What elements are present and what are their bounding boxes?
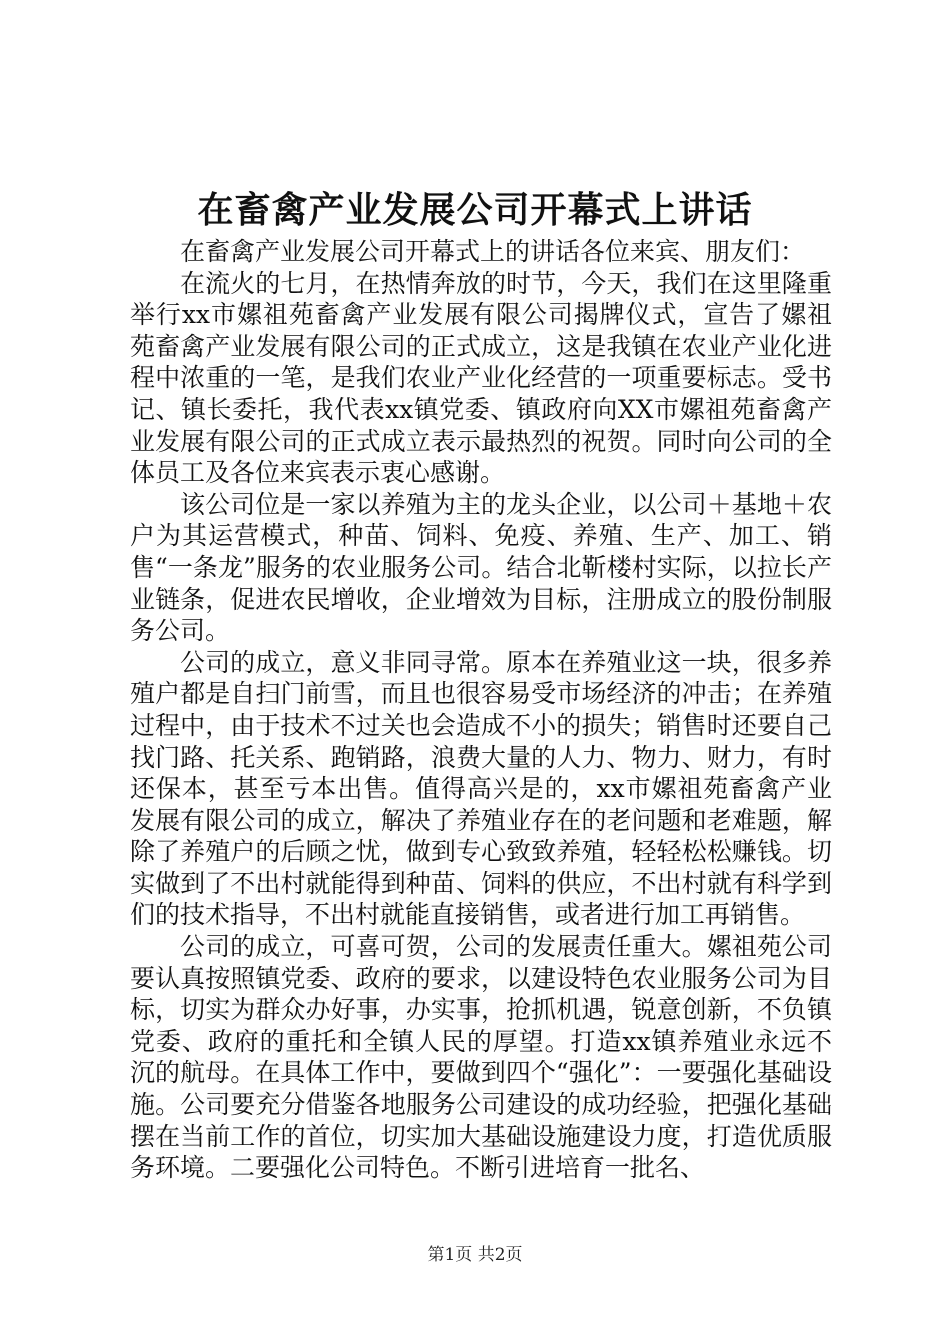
paragraph-opening: 在流火的七月，在热情奔放的时节，今天，我们在这里隆重举行xx市嫘祖苑畜禽产业发展有限公司揭牌仪式，宣告了嫘祖苑畜禽产业发展有限公司的正式成立，这是我镇在农业产业化进程中浓重的一笔，是我们农业产业化经营的一项重要标志。受书记、镇长委托，我代表xx镇党委、镇政府向XX市嫘祖苑畜禽产业发展有限公司的正式成立表示最热烈的祝贺。同时向公司的全体员工及各位来宾表示衷心感谢。 (130, 268, 832, 488)
paragraph-company-intro: 该公司位是一家以养殖为主的龙头企业，以公司＋基地＋农户为其运营模式，种苗、饲料、免疫、养殖、生产、加工、销售“一条龙”服务的农业服务公司。结合北靳楼村实际，以拉长产业链条，促进农民增收，企业增效为目标，注册成立的股份制服务公司。 (130, 489, 832, 646)
document-title: 在畜禽产业发展公司开幕式上讲话 (197, 189, 753, 231)
paragraph-greeting: 在畜禽产业发展公司开幕式上的讲话各位来宾、朋友们： (180, 237, 806, 266)
document-body (130, 236, 832, 1184)
page-number: 第1页 共2页 (427, 1245, 523, 1265)
paragraph-responsibility: 公司的成立，可喜可贺，公司的发展责任重大。嫘祖苑公司要认真按照镇党委、政府的要求，以建设特色农业服务公司为目标，切实为群众办好事，办实事，抢抓机遇，锐意创新，不负镇党委、政府的重托和全镇人民的厚望。打造xx镇养殖业永远不沉的航母。在具体工作中，要做到四个“强化”：一要强化基础设施。公司要充分借鉴各地服务公司建设的成功经验，把强化基础摆在当前工作的首位，切实加大基础设施建设力度，打造优质服务环境。二要强化公司特色。不断引进培育一批名、 (130, 932, 832, 1183)
paragraph-significance: 公司的成立，意义非同寻常。原本在养殖业这一块，很多养殖户都是自扫门前雪，而且也很容易受市场经济的冲击；在养殖过程中，由于技术不过关也会造成不小的损失；销售时还要自己找门路、托关系、跑销路，浪费大量的人力、物力、财力，有时还保本，甚至亏本出售。值得高兴是的，xx市嫘祖苑畜禽产业发展有限公司的成立，解决了养殖业存在的老问题和老难题，解除了养殖户的后顾之忧，做到专心致致养殖，轻轻松松赚钱。切实做到了不出村就能得到种苗、饲料的供应，不出村就有科学到们的技术指导，不出村就能直接销售，或者进行加工再销售。 (130, 647, 832, 930)
